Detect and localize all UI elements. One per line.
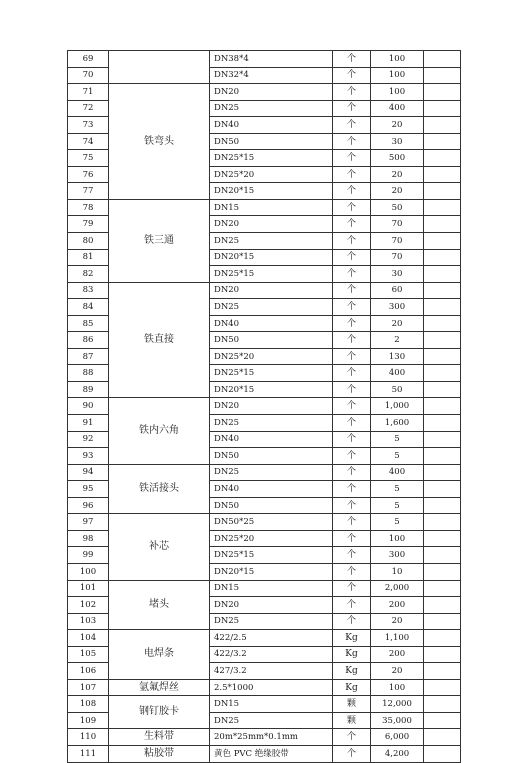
- row-number-cell: 90: [68, 398, 109, 415]
- row-number-cell: 91: [68, 415, 109, 432]
- table-row: [68, 630, 461, 647]
- table-row: [68, 464, 461, 481]
- quantity-cell: 12,000: [371, 696, 424, 713]
- row-number-cell: 70: [68, 67, 109, 84]
- quantity-cell: 20: [371, 663, 424, 680]
- remark-cell: [424, 745, 461, 762]
- remark-cell: [424, 547, 461, 564]
- unit-cell: 个: [333, 613, 371, 630]
- materials-table: [67, 50, 461, 763]
- spec-cell: DN25*15: [210, 150, 333, 167]
- row-number-cell: 108: [68, 696, 109, 713]
- quantity-cell: 20: [371, 613, 424, 630]
- row-number-cell: 82: [68, 266, 109, 283]
- table-row: [68, 745, 461, 762]
- row-number-cell: 99: [68, 547, 109, 564]
- spec-cell: DN25: [210, 613, 333, 630]
- row-number-cell: 86: [68, 332, 109, 349]
- item-name-cell: 铁直接: [109, 282, 210, 398]
- remark-cell: [424, 696, 461, 713]
- quantity-cell: 5: [371, 514, 424, 531]
- item-name-cell: 铁内六角: [109, 398, 210, 464]
- remark-cell: [424, 398, 461, 415]
- quantity-cell: 70: [371, 233, 424, 250]
- item-name-cell: 堵头: [109, 580, 210, 630]
- unit-cell: 个: [333, 315, 371, 332]
- row-number-cell: 109: [68, 712, 109, 729]
- spec-cell: DN40: [210, 481, 333, 498]
- spec-cell: DN15: [210, 696, 333, 713]
- unit-cell: 个: [333, 348, 371, 365]
- remark-cell: [424, 613, 461, 630]
- row-number-cell: 92: [68, 431, 109, 448]
- quantity-cell: 10: [371, 563, 424, 580]
- spec-cell: DN25*20: [210, 166, 333, 183]
- remark-cell: [424, 150, 461, 167]
- spec-cell: DN40: [210, 431, 333, 448]
- spec-cell: DN40: [210, 315, 333, 332]
- quantity-cell: 60: [371, 282, 424, 299]
- unit-cell: 个: [333, 332, 371, 349]
- spec-cell: DN20: [210, 216, 333, 233]
- row-number-cell: 102: [68, 597, 109, 614]
- row-number-cell: 84: [68, 299, 109, 316]
- unit-cell: 个: [333, 415, 371, 432]
- spec-cell: DN20: [210, 398, 333, 415]
- table-row: [68, 84, 461, 101]
- remark-cell: [424, 663, 461, 680]
- unit-cell: 颗: [333, 712, 371, 729]
- row-number-cell: 111: [68, 745, 109, 762]
- quantity-cell: 200: [371, 646, 424, 663]
- unit-cell: Kg: [333, 630, 371, 647]
- quantity-cell: 400: [371, 365, 424, 382]
- quantity-cell: 50: [371, 199, 424, 216]
- table-row: [68, 51, 461, 68]
- remark-cell: [424, 233, 461, 250]
- unit-cell: 个: [333, 117, 371, 134]
- unit-cell: 个: [333, 133, 371, 150]
- item-name-cell: 氩氟焊丝: [109, 679, 210, 696]
- spec-cell: DN20*15: [210, 249, 333, 266]
- table-row: [68, 729, 461, 746]
- spec-cell: DN25*15: [210, 547, 333, 564]
- unit-cell: 个: [333, 729, 371, 746]
- remark-cell: [424, 514, 461, 531]
- item-name-cell: 钢钉胶卡: [109, 696, 210, 729]
- remark-cell: [424, 199, 461, 216]
- table-row: [68, 696, 461, 713]
- unit-cell: 个: [333, 249, 371, 266]
- quantity-cell: 2: [371, 332, 424, 349]
- quantity-cell: 300: [371, 547, 424, 564]
- row-number-cell: 104: [68, 630, 109, 647]
- remark-cell: [424, 51, 461, 68]
- unit-cell: Kg: [333, 646, 371, 663]
- unit-cell: 个: [333, 150, 371, 167]
- remark-cell: [424, 117, 461, 134]
- unit-cell: 个: [333, 51, 371, 68]
- quantity-cell: 100: [371, 84, 424, 101]
- unit-cell: 个: [333, 381, 371, 398]
- row-number-cell: 75: [68, 150, 109, 167]
- quantity-cell: 130: [371, 348, 424, 365]
- remark-cell: [424, 431, 461, 448]
- quantity-cell: 70: [371, 216, 424, 233]
- table-row: [68, 580, 461, 597]
- spec-cell: DN20: [210, 84, 333, 101]
- spec-cell: DN20: [210, 597, 333, 614]
- quantity-cell: 5: [371, 481, 424, 498]
- remark-cell: [424, 332, 461, 349]
- spec-cell: DN25*20: [210, 348, 333, 365]
- item-name-cell: 电焊条: [109, 630, 210, 680]
- remark-cell: [424, 630, 461, 647]
- quantity-cell: 5: [371, 497, 424, 514]
- quantity-cell: 500: [371, 150, 424, 167]
- quantity-cell: 300: [371, 299, 424, 316]
- quantity-cell: 1,000: [371, 398, 424, 415]
- item-name-cell: 铁活接头: [109, 464, 210, 514]
- row-number-cell: 79: [68, 216, 109, 233]
- spec-cell: DN25: [210, 100, 333, 117]
- row-number-cell: 87: [68, 348, 109, 365]
- row-number-cell: 71: [68, 84, 109, 101]
- row-number-cell: 83: [68, 282, 109, 299]
- quantity-cell: 20: [371, 183, 424, 200]
- spec-cell: DN50: [210, 332, 333, 349]
- remark-cell: [424, 580, 461, 597]
- remark-cell: [424, 282, 461, 299]
- item-name-cell: 补芯: [109, 514, 210, 580]
- row-number-cell: 94: [68, 464, 109, 481]
- remark-cell: [424, 448, 461, 465]
- row-number-cell: 69: [68, 51, 109, 68]
- row-number-cell: 95: [68, 481, 109, 498]
- unit-cell: 个: [333, 464, 371, 481]
- quantity-cell: 100: [371, 51, 424, 68]
- spec-cell: DN25*20: [210, 530, 333, 547]
- row-number-cell: 80: [68, 233, 109, 250]
- unit-cell: 个: [333, 100, 371, 117]
- quantity-cell: 1,600: [371, 415, 424, 432]
- row-number-cell: 100: [68, 563, 109, 580]
- row-number-cell: 76: [68, 166, 109, 183]
- unit-cell: Kg: [333, 679, 371, 696]
- row-number-cell: 77: [68, 183, 109, 200]
- quantity-cell: 400: [371, 464, 424, 481]
- spec-cell: 422/3.2: [210, 646, 333, 663]
- quantity-cell: 35,000: [371, 712, 424, 729]
- spec-cell: DN15: [210, 580, 333, 597]
- remark-cell: [424, 415, 461, 432]
- quantity-cell: 1,100: [371, 630, 424, 647]
- unit-cell: 个: [333, 497, 371, 514]
- spec-cell: 黄色 PVC 绝缘胶带: [210, 745, 333, 762]
- spec-cell: DN25: [210, 464, 333, 481]
- unit-cell: 个: [333, 216, 371, 233]
- row-number-cell: 105: [68, 646, 109, 663]
- quantity-cell: 2,000: [371, 580, 424, 597]
- row-number-cell: 93: [68, 448, 109, 465]
- unit-cell: 个: [333, 745, 371, 762]
- quantity-cell: 100: [371, 530, 424, 547]
- unit-cell: 个: [333, 398, 371, 415]
- quantity-cell: 5: [371, 448, 424, 465]
- spec-cell: 2.5*1000: [210, 679, 333, 696]
- spec-cell: DN25*15: [210, 266, 333, 283]
- row-number-cell: 103: [68, 613, 109, 630]
- spec-cell: 427/3.2: [210, 663, 333, 680]
- row-number-cell: 78: [68, 199, 109, 216]
- row-number-cell: 97: [68, 514, 109, 531]
- remark-cell: [424, 100, 461, 117]
- quantity-cell: 30: [371, 133, 424, 150]
- unit-cell: 个: [333, 580, 371, 597]
- remark-cell: [424, 67, 461, 84]
- item-name-cell: 铁三通: [109, 199, 210, 282]
- remark-cell: [424, 84, 461, 101]
- row-number-cell: 110: [68, 729, 109, 746]
- unit-cell: 个: [333, 514, 371, 531]
- table-row: [68, 514, 461, 531]
- item-name-cell: 粘胶带: [109, 745, 210, 762]
- remark-cell: [424, 365, 461, 382]
- quantity-cell: 20: [371, 166, 424, 183]
- quantity-cell: 4,200: [371, 745, 424, 762]
- row-number-cell: 101: [68, 580, 109, 597]
- quantity-cell: 50: [371, 381, 424, 398]
- row-number-cell: 73: [68, 117, 109, 134]
- unit-cell: 个: [333, 299, 371, 316]
- row-number-cell: 107: [68, 679, 109, 696]
- spec-cell: DN25: [210, 233, 333, 250]
- remark-cell: [424, 729, 461, 746]
- spec-cell: DN25: [210, 712, 333, 729]
- unit-cell: 个: [333, 199, 371, 216]
- unit-cell: 个: [333, 530, 371, 547]
- remark-cell: [424, 266, 461, 283]
- table-row: [68, 199, 461, 216]
- spec-cell: DN25: [210, 299, 333, 316]
- row-number-cell: 88: [68, 365, 109, 382]
- remark-cell: [424, 563, 461, 580]
- unit-cell: 个: [333, 448, 371, 465]
- quantity-cell: 30: [371, 266, 424, 283]
- materials-table-body: [68, 51, 461, 763]
- unit-cell: 个: [333, 233, 371, 250]
- spec-cell: DN25*15: [210, 365, 333, 382]
- spec-cell: DN50: [210, 448, 333, 465]
- quantity-cell: 100: [371, 67, 424, 84]
- row-number-cell: 72: [68, 100, 109, 117]
- unit-cell: 颗: [333, 696, 371, 713]
- remark-cell: [424, 166, 461, 183]
- row-number-cell: 96: [68, 497, 109, 514]
- remark-cell: [424, 646, 461, 663]
- unit-cell: 个: [333, 597, 371, 614]
- table-row: [68, 398, 461, 415]
- remark-cell: [424, 299, 461, 316]
- spec-cell: DN20*15: [210, 381, 333, 398]
- row-number-cell: 74: [68, 133, 109, 150]
- remark-cell: [424, 315, 461, 332]
- unit-cell: 个: [333, 431, 371, 448]
- quantity-cell: 6,000: [371, 729, 424, 746]
- spec-cell: DN38*4: [210, 51, 333, 68]
- item-name-cell: [109, 51, 210, 84]
- remark-cell: [424, 530, 461, 547]
- spec-cell: DN20*15: [210, 563, 333, 580]
- row-number-cell: 85: [68, 315, 109, 332]
- spec-cell: DN15: [210, 199, 333, 216]
- item-name-cell: 铁弯头: [109, 84, 210, 200]
- spec-cell: DN20*15: [210, 183, 333, 200]
- unit-cell: 个: [333, 84, 371, 101]
- quantity-cell: 200: [371, 597, 424, 614]
- remark-cell: [424, 481, 461, 498]
- remark-cell: [424, 597, 461, 614]
- remark-cell: [424, 712, 461, 729]
- row-number-cell: 81: [68, 249, 109, 266]
- unit-cell: 个: [333, 67, 371, 84]
- quantity-cell: 70: [371, 249, 424, 266]
- remark-cell: [424, 679, 461, 696]
- item-name-cell: 生料带: [109, 729, 210, 746]
- spec-cell: DN50*25: [210, 514, 333, 531]
- unit-cell: 个: [333, 365, 371, 382]
- quantity-cell: 400: [371, 100, 424, 117]
- quantity-cell: 20: [371, 315, 424, 332]
- unit-cell: Kg: [333, 663, 371, 680]
- quantity-cell: 20: [371, 117, 424, 134]
- remark-cell: [424, 381, 461, 398]
- unit-cell: 个: [333, 481, 371, 498]
- row-number-cell: 98: [68, 530, 109, 547]
- quantity-cell: 100: [371, 679, 424, 696]
- spec-cell: DN32*4: [210, 67, 333, 84]
- remark-cell: [424, 183, 461, 200]
- unit-cell: 个: [333, 282, 371, 299]
- spec-cell: DN20: [210, 282, 333, 299]
- table-row: [68, 679, 461, 696]
- remark-cell: [424, 216, 461, 233]
- remark-cell: [424, 497, 461, 514]
- spec-cell: DN50: [210, 133, 333, 150]
- spec-cell: DN25: [210, 415, 333, 432]
- spec-cell: DN50: [210, 497, 333, 514]
- row-number-cell: 106: [68, 663, 109, 680]
- remark-cell: [424, 348, 461, 365]
- spec-cell: 20m*25mm*0.1mm: [210, 729, 333, 746]
- quantity-cell: 5: [371, 431, 424, 448]
- unit-cell: 个: [333, 266, 371, 283]
- remark-cell: [424, 464, 461, 481]
- row-number-cell: 89: [68, 381, 109, 398]
- unit-cell: 个: [333, 563, 371, 580]
- remark-cell: [424, 249, 461, 266]
- unit-cell: 个: [333, 183, 371, 200]
- unit-cell: 个: [333, 166, 371, 183]
- unit-cell: 个: [333, 547, 371, 564]
- remark-cell: [424, 133, 461, 150]
- table-row: [68, 282, 461, 299]
- spec-cell: DN40: [210, 117, 333, 134]
- spec-cell: 422/2.5: [210, 630, 333, 647]
